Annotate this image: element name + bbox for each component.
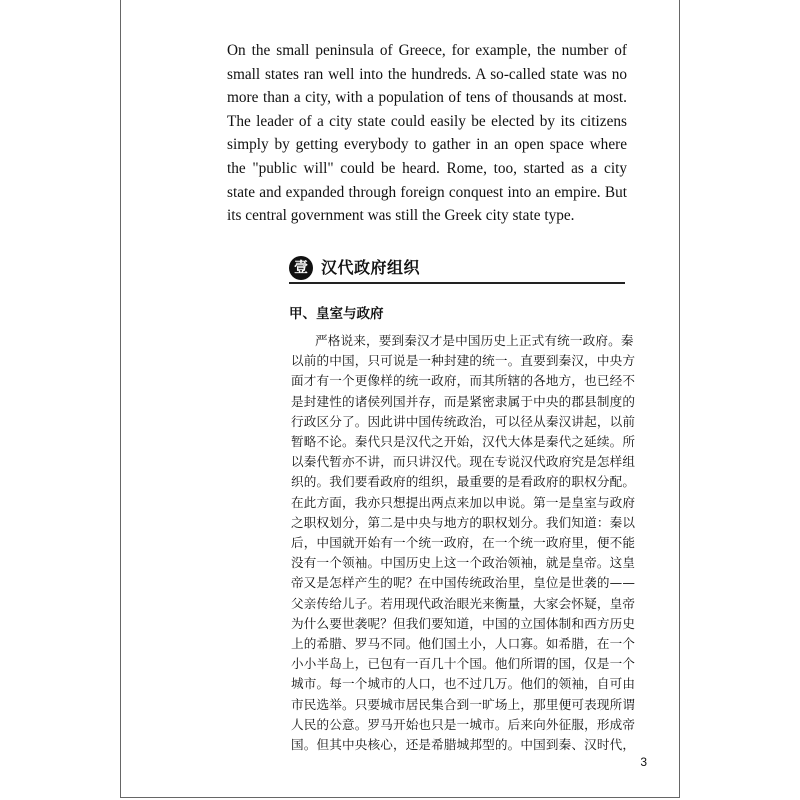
text-line: 为什么要世袭呢？但我们要知道，中国的立国体制和西方历史: [291, 615, 636, 631]
text-line: 上的希腊、罗马不同。他们国土小，人口寡。如希腊，在一个: [291, 636, 636, 652]
text-line: 以前的中国，只可说是一种封建的统一。直要到秦汉，中央方: [291, 353, 636, 369]
book-page: [120, 0, 680, 798]
subsection-title: 甲、皇室与政府: [289, 306, 384, 322]
text-line: 之职权划分，第二是中央与地方的职权划分。我们知道：秦以: [291, 514, 636, 530]
text-line: 暂略不论。秦代只是汉代之开始，汉代大体是秦代之延续。所: [291, 434, 636, 450]
text-line: 是封建性的诸侯列国并存，而是紧密隶属于中央的郡县制度的: [291, 393, 636, 409]
section-title: 汉代政府组织: [321, 258, 421, 277]
text-line: 小小半岛上，已包有一百几十个国。他们所谓的国，仅是一个: [291, 656, 636, 672]
text-line: 严格说来，要到秦汉才是中国历史上正式有统一政府。秦: [315, 333, 634, 348]
text-line: 后，中国就开始有一个统一政府，在一个统一政府里，便不能: [291, 535, 636, 551]
english-paragraph: On the small peninsula of Greece, for example, the number of small states ran well into the hundreds. A so-called state was no more than a city, with a population of tens of thousands at most. The leader of a city state could easily be elected by its citizens simply by getting everybody to gather in an open space where the "public will" could be heard. Rome, too, started as a city state and expanded through foreign conquest into an empire. But its central government was still the Greek city state type.: [227, 42, 627, 225]
section-divider: [289, 282, 625, 284]
text-line: 帝又是怎样产生的呢？在中国传统政治里，皇位是世袭的——: [291, 575, 636, 591]
text-line: 在此方面，我亦只想提出两点来加以申说。第一是皇室与政府: [291, 494, 636, 510]
text-line: 行政区分了。因此讲中国传统政治，可以径从秦汉讲起，以前: [291, 413, 636, 429]
text-line: 没有一个领袖。中国历史上这一个政治领袖，就是皇帝。这皇: [291, 555, 636, 571]
section-number-badge: 壹: [289, 256, 313, 280]
text-line: 父亲传给儿子。若用现代政治眼光来衡量，大家会怀疑，皇帝: [291, 595, 636, 611]
chinese-body-text: [291, 331, 636, 755]
page-number: 3: [640, 755, 647, 769]
text-line: 面才有一个更像样的统一政府，而其所辖的各地方，也已经不: [291, 373, 636, 389]
section-heading: [289, 254, 625, 284]
text-line: 织的。我们要看政府的组织，最重要的是看政府的职权分配。: [291, 474, 636, 490]
text-line: 市民选举。只要城市居民集合到一旷场上，那里便可表现所谓: [291, 696, 636, 712]
text-line: 以秦代暂亦不讲，而只讲汉代。现在专说汉代政府究是怎样组: [291, 454, 636, 470]
text-line: 人民的公意。罗马开始也只是一城市。后来向外征服，形成帝: [291, 716, 636, 732]
text-line: 国。但其中央核心，还是希腊城邦型的。中国到秦、汉时代，: [291, 737, 636, 753]
text-line: 城市。每一个城市的人口，也不过几万。他们的领袖，自可由: [291, 676, 636, 692]
